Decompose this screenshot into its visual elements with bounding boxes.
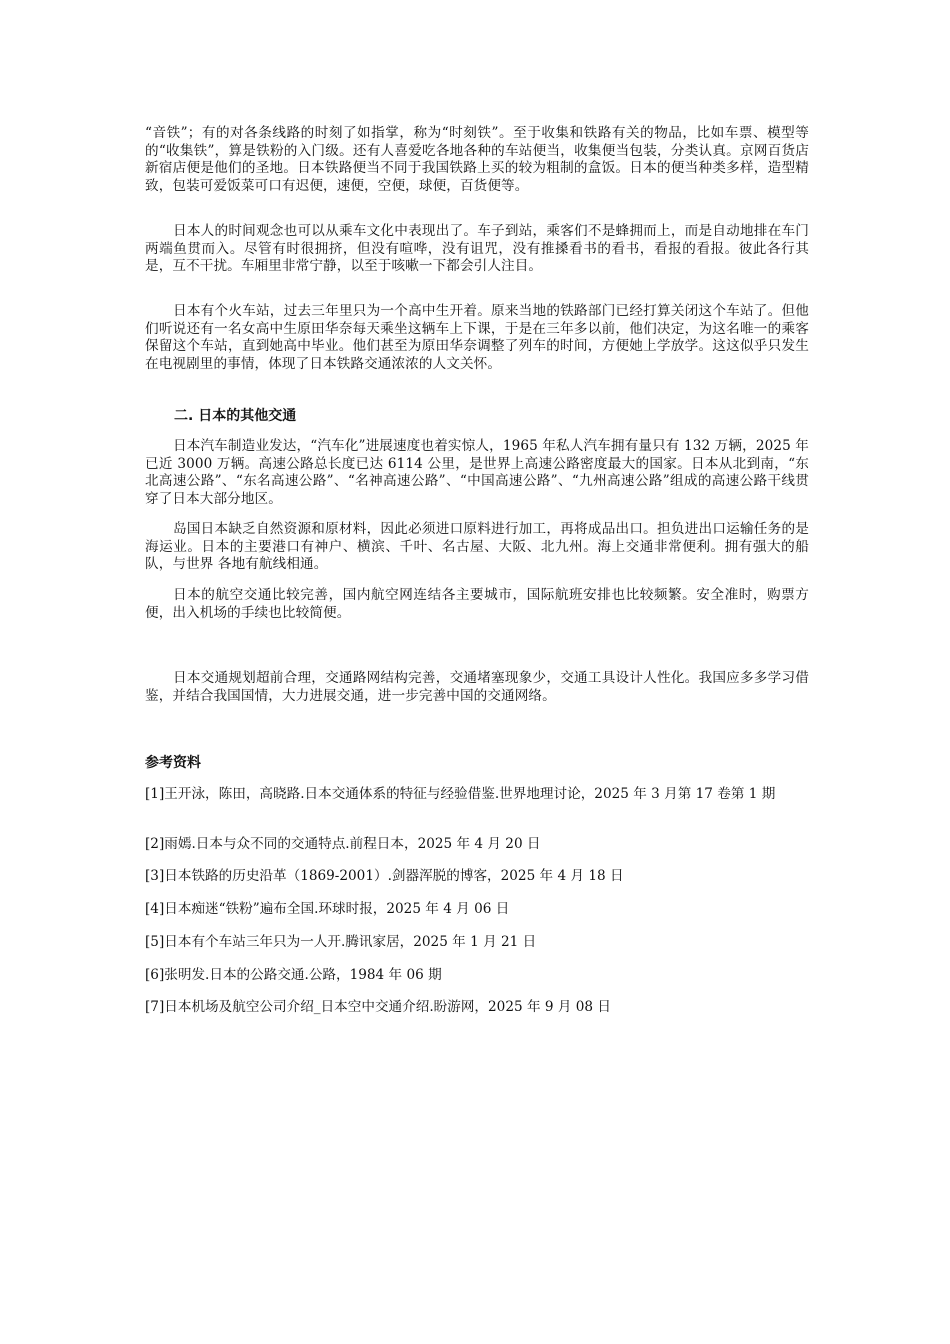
- reference-item: [2]雨嫣.日本与众不同的交通特点.前程日本，2025 年 4 月 20 日: [145, 836, 541, 852]
- reference-item: [3]日本铁路的历史沿革（1869-2001）.剑器浑脱的博客，2025 年 4 月 18 日: [145, 868, 624, 884]
- paragraph-conclusion: 日本交通规划超前合理，交通路网结构完善，交通堵塞现象少，交通工具设计人性化。我国应多多学习借鉴，并结合我国国情，大力进展交通，进一步完善中国的交通网络。: [145, 670, 809, 704]
- paragraph-automobile-highways: 日本汽车制造业发达，“汽车化”进展速度也着实惊人，1965 年私人汽车拥有量只有 132 万辆，2025 年已近 3000 万辆。高速公路总长度已达 6114 公里，是世界上高速公路密度最大的国家。日本从北到南，“东北高速公路”、“东名高速公路”、“名神高速公路”、“中国高速公路”、“九州高速公路”组成的高速公路干线贯穿了日本大部分地区。: [145, 438, 809, 507]
- paragraph-single-student-station: 日本有个火车站，过去三年里只为一个高中生开着。原来当地的铁路部门已经打算关闭这个车站了。但他们听说还有一名女高中生原田华奈每天乘坐这辆车上下课，于是在三年多以前，他们决定，为这名唯一的乘客保留这个车站，直到她高中毕业。他们甚至为原田华奈调整了列车的时间，方便她上学放学。这这似乎只发生在电视剧里的事情，体现了日本铁路交通浓浓的人文关怀。: [145, 303, 809, 372]
- reference-item: [1]王开泳，陈田，高晓路.日本交通体系的特征与经验借鉴.世界地理讨论，2025 年 3 月第 17 卷第 1 期: [145, 786, 776, 802]
- reference-item: [6]张明发.日本的公路交通.公路，1984 年 06 期: [145, 967, 442, 983]
- paragraph-maritime-transport: 岛国日本缺乏自然资源和原材料，因此必须进口原料进行加工，再将成品出口。担负进出口运输任务的是海运业。日本的主要港口有神户、横滨、千叶、名古屋、大阪、北九州。海上交通非常便利。拥有强大的船队，与世界 各地有航线相通。: [145, 521, 809, 572]
- paragraph-boarding-culture: 日本人的时间观念也可以从乘车文化中表现出了。车子到站，乘客们不是蜂拥而上，而是自动地排在车门两端鱼贯而入。尽管有时很拥挤，但没有喧哗，没有诅咒，没有推搡看书的看书，看报的看报。彼此各行其是，互不干扰。车厢里非常宁静，以至于咳嗽一下都会引人注目。: [145, 223, 809, 274]
- reference-item: [7]日本机场及航空公司介绍_日本空中交通介绍.盼游网，2025 年 9 月 08 日: [145, 999, 611, 1015]
- reference-item: [4]日本痴迷“铁粉”遍布全国.环球时报，2025 年 4 月 06 日: [145, 901, 510, 917]
- section-heading-other-transport: 二. 日本的其他交通: [174, 408, 297, 424]
- paragraph-air-transport: 日本的航空交通比较完善，国内航空网连结各主要城市，国际航班安排也比较频繁。安全准时，购票方便，出入机场的手续也比较简便。: [145, 587, 809, 621]
- paragraph-railway-fans: “音铁”；有的对各条线路的时刻了如指掌，称为“时刻铁”。至于收集和铁路有关的物品，比如车票、模型等的“收集铁”，算是铁粉的入门级。还有人喜爱吃各地各种的车站便当，收集便当包装，分类认真。京网百货店新宿店便是他们的圣地。日本铁路便当不同于我国铁路上买的较为粗制的盒饭。日本的便当种类多样，造型精致，包装可爱饭菜可口有迟便，速便，空便，球便，百货便等。: [145, 125, 809, 194]
- reference-item: [5]日本有个车站三年只为一人开.腾讯家居，2025 年 1 月 21 日: [145, 934, 537, 950]
- references-heading: 参考资料: [145, 755, 201, 771]
